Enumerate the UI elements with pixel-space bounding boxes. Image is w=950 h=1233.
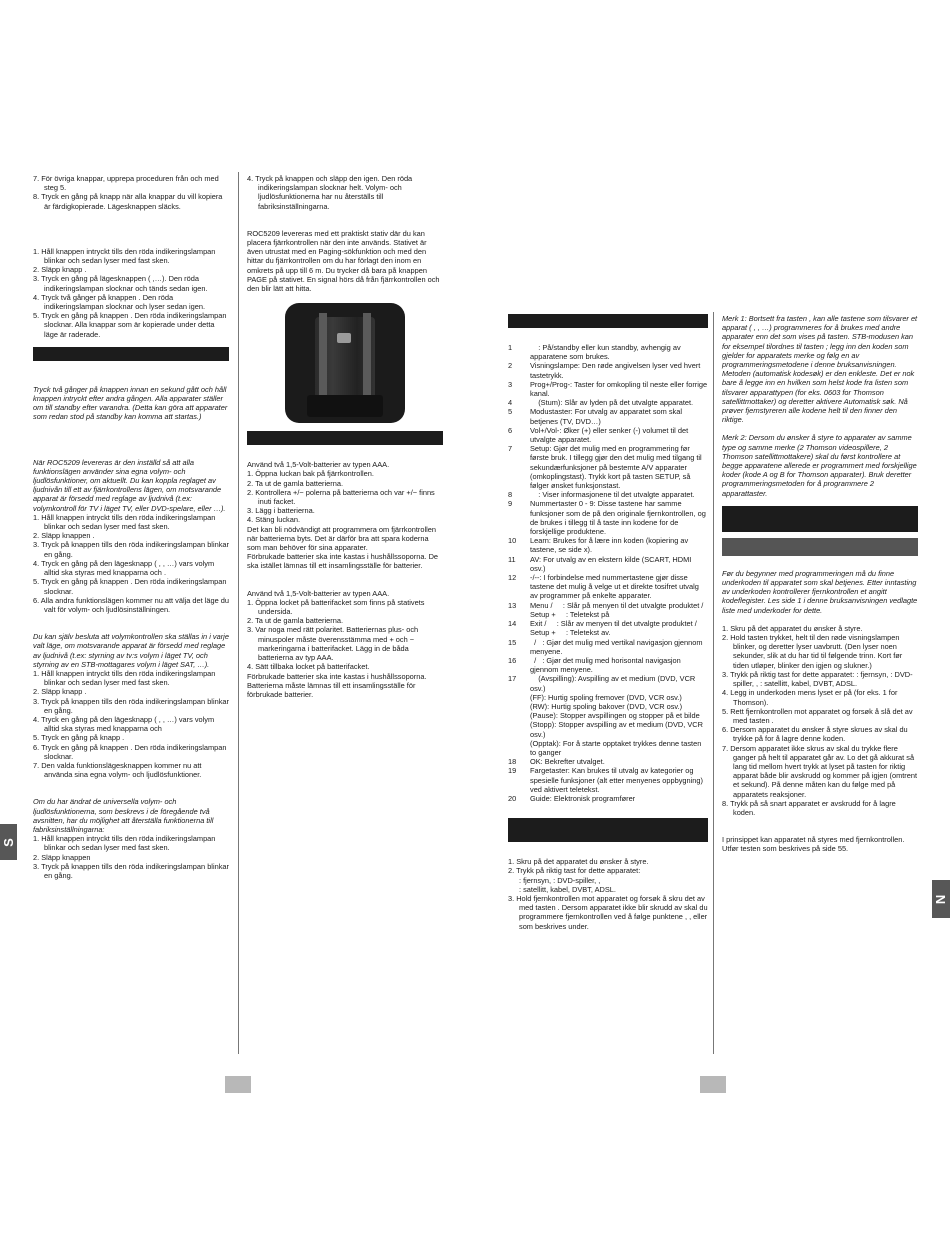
key-17-subitem: (RW): Hurtig spoling bakover (DVD, VCR osv.) <box>530 701 683 711</box>
step: 3. Hold fjernkontrollen mot apparatet og forsøk å skru det av med tasten . Dersom apparatet ikke blir skrudd av skal du programmere fjernkontrollen ved å følge punktene , , eller som beskrives under. <box>508 893 708 931</box>
key-number: 10 <box>508 536 517 546</box>
key-description: / : Gjør det mulig med vertikal navigasjon gjennom menyene. <box>530 637 705 656</box>
key-description: OK: Bekrefter utvalget. <box>530 757 605 767</box>
step: 7. Den valda funktionslägesknappen kommer nu att använda sina egna volym- och ljudlösfunktioner. <box>33 760 202 780</box>
key-number: 15 <box>508 637 517 647</box>
key-17-subitem: (FF): Hurtig spoling fremover (DVD, VCR osv.) <box>530 692 682 702</box>
step: 2. Släpp knappen <box>33 852 91 862</box>
key-number: 16 <box>508 655 517 665</box>
key-item <box>508 343 708 361</box>
step: 8. Tryck en gång på knapp när alla knappar du vill kopiera är färdigkopierade. Lägesknappen släcks. <box>33 192 223 211</box>
step: 7. Dersom apparatet ikke skrus av skal du trykke flere ganger på helt til apparatet går av. Lo det gå akkurat så lang tid mellom hvert trykk at lyset på tasten for riktig apparat både blir avskrudd og kommer på igjen (omtrent et sekund). På denne måten kan du følge med på apparatets reaksjoner. <box>722 743 918 799</box>
key-number: 20 <box>508 793 517 803</box>
key-number: 11 <box>508 554 516 564</box>
language-tab-n <box>932 880 950 918</box>
key-list <box>508 343 708 693</box>
key-description: AV: For utvalg av en ekstern kilde (SCART, HDMI osv.) <box>530 554 694 573</box>
step: 3. Tryck en gång på lägesknappen ( ,…). Den röda indikeringslampan slocknar och tänds sedan igen. <box>33 274 208 293</box>
step: 2. Trykk på riktig tast for dette apparatet: <box>508 866 641 876</box>
key-17-subitem: (Stopp): Stopper avspilling av et medium (DVD, VCR osv.) <box>530 720 703 739</box>
step: 6. Dersom apparatet du ønsker å styre skrues av skal du trykke på for å lagre denne koden. <box>722 725 908 744</box>
battery-note: Det kan bli nödvändigt att programmera om fjärrkontrollen när batterierna byts. Det är därför bra att spara koderna som man behöver för sina apparater. <box>247 524 436 553</box>
key-description: -/--: I forbindelse med nummertastene gjør disse tastene det mulig å velge ut et direkte tosifret utvalg av programmer på enkelte apparater. <box>530 573 701 601</box>
key-number: 8 <box>508 490 513 500</box>
step: 4. Legg in underkoden mens lyset er på (for eks. 1 for Thomson). <box>722 688 898 707</box>
key-description: Modustaster: For utvalg av apparatet som skal betjenes (TV, DVD…) <box>530 407 685 426</box>
key-description: Guide: Elektronisk programfører <box>530 793 636 803</box>
stand-text: ROC5209 levereras med ett praktiskt stativ där du kan placera fjärrkontrollen när den inte används. Stativet är även utrustat med en Paging-sökfunktion och med den hittar du fjärrkontrollen om du har förlagt den inom en omkrets på upp till 6 m. Du trycker då bara på knappen PAGE på stativet. En signal hörs då från fjärrkontrollen och den blir lätt att hitta. <box>247 228 440 294</box>
key-description: Exit / : Slår av menyen til det utvalgte produktet / Setup + : Teletekst av. <box>530 619 699 638</box>
key-item <box>508 536 708 554</box>
step: 3. Tryck på knappen tills den röda indikeringslampan blinkar en gång. <box>33 861 229 880</box>
step: 3. Lägg i batterierna. <box>247 506 315 516</box>
key-number: 3 <box>508 379 513 389</box>
key-number: 13 <box>508 600 517 610</box>
key-description: : Viser informasjonene til det utvalgte apparatet. <box>530 490 695 500</box>
step: 7. För övriga knappar, upprepa proceduren från och med steg 5. <box>33 174 219 193</box>
step-sub: : satellitt, kabel, DVBT, ADSL. <box>519 884 616 894</box>
key-item <box>508 380 708 398</box>
key-description: Visningslampe: Den røde angivelsen lyser ved hvert tastetrykk. <box>530 361 703 380</box>
key-list-tail <box>508 757 708 803</box>
key-number: 17 <box>508 674 517 684</box>
key-item <box>508 444 708 490</box>
key-item <box>508 361 708 379</box>
step: 1. Håll knappen intryckt tills den röda indikeringslampan blinkar och sedan lyser med fast sken. <box>33 512 216 532</box>
key-item <box>508 619 708 637</box>
key-number: 6 <box>508 425 513 435</box>
key-number: 18 <box>508 757 517 767</box>
section-header-bar <box>508 314 708 328</box>
left-column-1 <box>33 174 229 880</box>
stand-battery-intro: Använd två 1,5-Volt-batterier av typen AAA. <box>247 588 390 598</box>
step: 5. Tryck en gång på knappen . Den röda indikeringslampan slocknar. <box>33 577 227 596</box>
code-intro: Før du begynner med programmeringen må du finne underkoden til apparatet som skal betjenes. Etter inntasting av underkoden kontrollerer fjernkontrollen et angitt kodeflegister. Les side 1 i denne bruksanvisningen vedlagte liste med underkoder for dette. <box>722 568 918 615</box>
column-divider <box>238 172 239 1054</box>
battery-disposal: Förbrukade batterier ska inte kastas i hushållssoporna. De ska istället lämnas till ett insamlingsställe för batterier. <box>247 552 439 571</box>
stand-battery-disposal: Förbrukade batterier ska inte kastas i hushållssoporna. Batterierna måste lämnas till ett insamlingsställe för förbrukade batterier. <box>247 671 427 699</box>
subsection-header-bar <box>722 538 918 556</box>
step: 6. Tryck en gång på knappen . Den röda indikeringslampan slocknar. <box>33 742 227 761</box>
step: 5. Tryck en gång på knappen . Den röda indikeringslampan slocknar. Alla knappar som är kopierade under detta läge är raderade. <box>33 311 227 339</box>
step: 1. Öppna luckan bak på fjärrkontrollen. <box>247 469 374 479</box>
step: 3. Tryck på knappen tills den röda indikeringslampan blinkar en gång. <box>33 540 229 559</box>
key-number: 4 <box>508 398 513 408</box>
step: 4. Tryck en gång på den lägesknapp ( , , …) vars volym alltid ska styras med knapparna och . <box>33 558 215 578</box>
left-column-2 <box>247 174 443 699</box>
key-item <box>508 490 708 499</box>
key-item <box>508 499 708 536</box>
key-item <box>508 794 708 803</box>
key-number: 14 <box>508 619 517 629</box>
key-number: 1 <box>508 343 513 352</box>
step: 2. Kontrollera +/− polerna på batterierna och var +/− finns inuti facket. <box>247 487 435 507</box>
step: 1. Skru på det apparatet du ønsker å styre. <box>508 857 649 867</box>
key-item <box>508 426 708 444</box>
step: 1. Öppna locket på batterifacket som finns på stativets undersida. <box>247 597 425 617</box>
stand-photo <box>285 303 405 423</box>
key-item <box>508 601 708 619</box>
step: 3. Tryck på knappen tills den röda indikeringslampan blinkar en gång. <box>33 696 229 715</box>
key-number: 7 <box>508 444 513 454</box>
section-header-bar <box>722 506 918 532</box>
page-number-box <box>700 1076 726 1093</box>
key-item <box>508 573 708 601</box>
key-description: (Avspilling): Avspilling av et medium (DVD, VCR osv.) <box>530 674 698 693</box>
key-number: 2 <box>508 361 513 371</box>
key-number: 9 <box>508 499 513 509</box>
key-description: Nummertaster 0 - 9: Disse tastene har samme funksjoner som de på den originale fjernkontrollen, og de brukes i tillegg til å taste inn kodene for de forskjellige produktene. <box>530 499 708 537</box>
step: 2. Släpp knapp . <box>33 265 87 275</box>
key-item <box>508 555 708 573</box>
key-description: : På/standby eller kun standby, avhengig av apparatene som brukes. <box>530 343 683 362</box>
step: 4. Tryck på knappen och släpp den igen. Den röda indikeringslampan slocknar helt. Volym- och ljudlösfunktionerna har nu återställs till fabriksinställningarna. <box>247 174 413 211</box>
step: 1. Håll knappen intryckt tills den röda indikeringslampan blinkar och sedan lyser med fast sken. <box>33 246 216 266</box>
key-number: 5 <box>508 407 513 417</box>
step: 4. Sätt tillbaka locket på batterifacket. <box>247 662 370 672</box>
key-description: Prog+/Prog-: Taster for omkopling til neste eller forrige kanal. <box>530 379 710 399</box>
key-description: Learn: Brukes for å lære inn koden (kopiering av tastene, se side x). <box>530 536 691 555</box>
key-description: Vol+/Vol-: Øker (+) eller senker (-) volumet til det utvalgte apparatet. <box>530 425 691 445</box>
note-1: Merk 1: Bortsett fra tasten , kan alle tastene som tilsvarer et apparat ( , , …) programmeres for å brukes med andre apparater enn det som vises på tasten. STB-modusen kan for eksempel tilordnes til tasten ; legg inn den koden som gjelder for apparatets merke og følg en av programmeringsmetodene i denne bruksanvisningen. Metoden (automatisk kodesøk) er den enkleste. Det er nok bare å legge inn en hvilken som helst kode fra listen som tilsvarer apparattypen (for eks. 0603 for Thomson satellittmottaker) og deretter aktivere Automatisk søk. Nå prøver fjernstyreren alle kodene helt til den finner den riktige. <box>722 314 918 425</box>
key-item <box>508 674 708 692</box>
factory-intro: Om du har ändrat de universella volym- och ljudlösfunktionerna, som beskrevs i de föregående två avsnitten, har du möjlighet att återställa funktionerna till fabriksinställningarna: <box>33 797 214 834</box>
step: 3. Trykk på riktig tast for dette apparatet: : fjernsyn, : DVD-spiller, , : satellitt, kabel, DVBT, ADSL. <box>722 669 913 689</box>
key-17-subitem: (Pause): Stopper avspillingen og stopper på et bilde <box>530 711 700 721</box>
key-item <box>508 398 708 407</box>
page-number-box <box>225 1076 251 1093</box>
step: 8. Trykk på så snart apparatet er avskrudd for å lagre koden. <box>722 798 896 817</box>
step: 2. Släpp knapp . <box>33 687 87 697</box>
column-divider <box>713 312 714 1054</box>
right-column-2 <box>722 314 918 854</box>
key-number: 12 <box>508 573 517 583</box>
key-description: (Stum): Slår av lyden på det utvalgte apparatet. <box>530 398 694 408</box>
key-item <box>508 757 708 766</box>
battery-intro: Använd två 1,5-Volt-batterier av typen AAA. <box>247 460 390 470</box>
step: 2. Ta ut de gamla batterierna. <box>247 616 344 626</box>
volume-intro: När ROC5209 levereras är den inställd så att alla funktionslägen använder sina egna volym- och ljudlösfunktioner, om aktuellt. Du kan koppla reglaget av ljudnivån till ett av fjärrkontrollens lägen, om motsvarande apparat är försedd med reglage av ljudnivå (t.ex: volymkontroll för TV i läget TV, eller DVD-spelare, eller …). <box>33 457 226 513</box>
step: 2. Ta ut de gamla batterierna. <box>247 478 344 488</box>
key-description: Setup: Gjør det mulig med en programmering før første bruk. I tillegg gjør den det mulig med tilgang til sekundærfunksjoner på bestemte A/V apparater (omkoplingstast). Trykk kort på tasten SETUP, så følger ønsket funksjonstast. <box>530 444 704 491</box>
key-17-subitem: (Opptak): For å starte opptaket trykkes denne tasten to ganger <box>530 738 702 757</box>
step: 2. Släpp knappen . <box>33 531 95 541</box>
step: 1. Håll knappen intryckt tills den röda indikeringslampan blinkar och sedan lyser med fast sken. <box>33 668 216 688</box>
page-button-icon <box>337 333 351 343</box>
step: 1. Skru på det apparatet du ønsker å styre. <box>722 623 863 633</box>
language-tab-label: S <box>0 837 16 847</box>
key-description: Fargetaster: Kan brukes til utvalg av kategorier og spesielle funksjoner (alt etter menyenes oppbygning) ved aktivert teletekst. <box>530 766 706 794</box>
section-header-bar <box>508 818 708 842</box>
closing-line: I prinsippet kan apparatet nå styres med fjernkontrollen. <box>722 835 905 845</box>
step: 4. Tryck två gånger på knappen . Den röda indikeringslampan slocknar och lyser sedan igen. <box>33 292 206 312</box>
language-tab-label: N <box>933 894 949 904</box>
section-header-bar <box>33 347 229 361</box>
key-item <box>508 766 708 794</box>
step: 1. Håll knappen intryckt tills den röda indikeringslampan blinkar och sedan lyser med fast sken. <box>33 834 216 853</box>
closing-line: Utfør testen som beskrives på side 55. <box>722 844 849 854</box>
volume-custom-intro: Du kan själv besluta att volymkontrollen ska ställas in i varje valt läge, om motsvarande apparat är försedd med reglage av ljudnivå (t.ex: styrning av tv:s volym i läget TV, och styrning av en STB-mottagares volym i läget SAT, …). <box>33 632 229 669</box>
note-2: Merk 2: Dersom du ønsker å styre to apparater av samme type og samme merke (2 Thomson videospillere, 2 Thomson satellittmottakere) skal du først kontrollere at begge apparatene allerede er programmert med forskjellige koder (kode A og B for Thomson apparater). Bruk deretter programmeringsmetoden for å programmere 2 apparattaster. <box>722 433 917 498</box>
step: 6. Alla andra funktionslägen kommer nu att välja det läge du valt för volym- och ljudlösinställningen. <box>33 595 229 614</box>
key-number: 19 <box>508 766 517 776</box>
section-header-bar <box>247 431 443 445</box>
key-description: Menu / : Slår på menyen til det utvalgte produktet / Setup + : Teletekst på <box>530 600 706 619</box>
key-description: / : Gjør det mulig med horisontal navigasjon gjennom menyene. <box>530 655 683 675</box>
step: 2. Hold tasten trykket, helt til den røde visningslampen blinker, og deretter lyser uavbrutt. (Den lyser noen sekunder, slik at du har tid til følgende trinn. Kort før tiden utløper, blinker den igjen og slukner.) <box>722 633 903 670</box>
key-item <box>508 638 708 656</box>
step: 4. Stäng luckan. <box>247 515 301 525</box>
key-item <box>508 656 708 674</box>
step: 5. Tryck en gång på knapp . <box>33 733 125 743</box>
right-column-1 <box>508 314 708 931</box>
step: 5. Rett fjernkontrollen mot apparatet og forsøk å slå det av med tasten . <box>722 706 913 725</box>
language-tab-s <box>0 824 17 860</box>
standby-note: Tryck två gånger på knappen innan en sekund gått och håll knappen intryckt efter andra gången. Alla apparater ställer om till standby efter varandra. (Detta kan göra att apparater som redan stod på standby kan komma att startas.) <box>33 384 228 422</box>
key-17-sublist <box>508 693 708 757</box>
key-item <box>508 407 708 425</box>
step: 3. Var noga med rätt polaritet. Batteriernas plus- och minuspoler måste överensstämma med + och − markeringarna i batterifacket. Lägg in de båda batterierna av typ AAA. <box>247 625 419 663</box>
step: 4. Tryck en gång på den lägesknapp ( , , …) vars volym alltid ska styras med knapparna och <box>33 714 215 734</box>
step-sub: : fjernsyn, : DVD-spiller, , <box>519 875 601 885</box>
